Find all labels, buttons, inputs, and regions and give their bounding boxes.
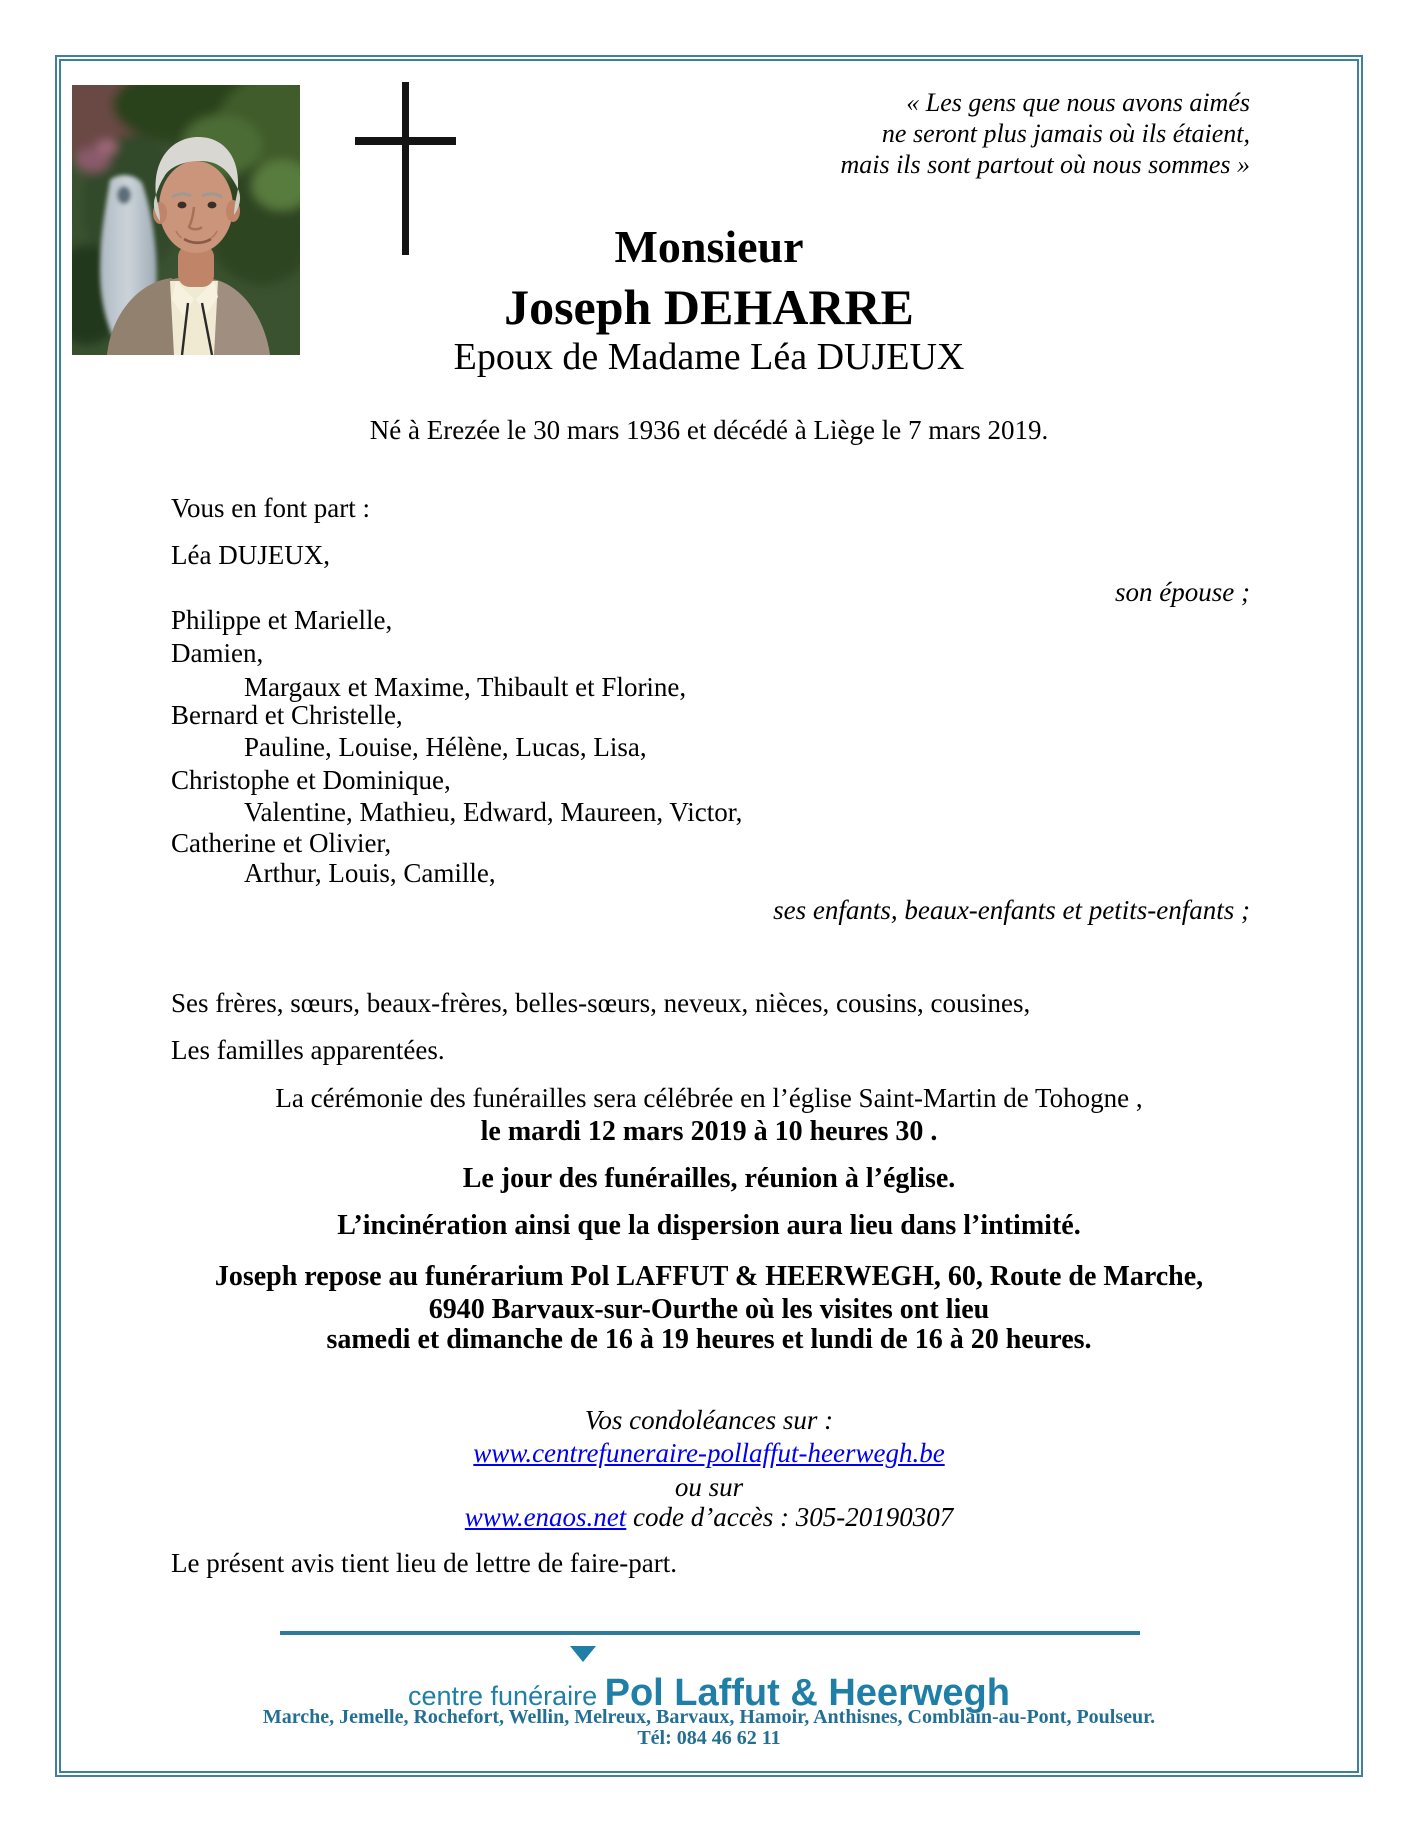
brand-prefix: centre funéraire — [408, 1681, 605, 1711]
enaos-link[interactable]: www.enaos.net — [464, 1502, 627, 1532]
brand-name: Pol Laffut & Heerwegh — [604, 1672, 1010, 1714]
spouse-name: Léa DUJEUX, — [171, 540, 330, 570]
quote-line-1: « Les gens que nous avons aimés — [906, 88, 1250, 117]
family-role: ses enfants, beaux-enfants et petits-enfants ; — [773, 895, 1250, 925]
family-member: Valentine, Mathieu, Edward, Maureen, Victor, — [244, 797, 743, 827]
condolences-label: Vos condoléances sur : — [584, 1405, 834, 1435]
quote-line-3: mais ils sont partout où nous sommes » — [840, 150, 1250, 179]
deceased-spouse-line: Epoux de Madame Léa DUJEUX — [453, 336, 965, 378]
relatives-line: Ses frères, sœurs, beaux-frères, belles-sœurs, neveux, nièces, cousins, cousines, — [171, 988, 1031, 1018]
announcement-intro: Vous en font part : — [171, 493, 370, 523]
family-member: Arthur, Louis, Camille, — [244, 858, 496, 888]
notice-line: Le présent avis tient lieu de lettre de faire-part. — [171, 1548, 678, 1578]
family-member: Philippe et Marielle, — [171, 605, 393, 635]
footer-locations: Marche, Jemelle, Rochefort, Wellin, Melreux, Barvaux, Hamoir, Anthisnes, Comblain-au-Pont, Poulseur. — [262, 1706, 1156, 1728]
funerarium-line-2: 6940 Barvaux-sur-Ourthe où les visites ont lieu — [428, 1294, 990, 1325]
memorial-quote — [61, 87, 1357, 180]
family-member: Bernard et Christelle, — [171, 700, 403, 730]
page-border-inner — [59, 59, 1359, 1773]
family-member: Margaux et Maxime, Thibault et Florine, — [244, 672, 687, 702]
or-label: ou sur — [674, 1472, 744, 1502]
spouse-role: son épouse ; — [1115, 577, 1250, 607]
family-member: Catherine et Olivier, — [171, 828, 392, 858]
footer-phone: Tél: 084 46 62 11 — [637, 1727, 781, 1749]
funerarium-line-1: Joseph repose au funérarium Pol LAFFUT & HEERWEGH, 60, Route de Marche, — [214, 1261, 1204, 1292]
deceased-salutation: Monsieur — [614, 221, 804, 272]
families-line: Les familles apparentées. — [171, 1035, 445, 1065]
ceremony-line: La cérémonie des funérailles sera célébrée en l’église Saint-Martin de Tohogne , — [275, 1083, 1143, 1113]
brand-triangle-icon — [570, 1646, 596, 1662]
life-dates: Né à Erezée le 30 mars 1936 et décédé à Liège le 7 mars 2019. — [369, 415, 1049, 445]
ceremony-date: le mardi 12 mars 2019 à 10 heures 30 . — [480, 1116, 938, 1147]
footer-divider — [280, 1631, 1140, 1635]
ceremony-reunion: Le jour des funérailles, réunion à l’église. — [462, 1163, 956, 1194]
page-border-outer — [55, 55, 1363, 1777]
family-member: Christophe et Dominique, — [171, 765, 451, 795]
access-code: code d’accès : 305-20190307 — [626, 1502, 954, 1532]
condolences-link[interactable]: www.centrefuneraire-pollaffut-heerwegh.be — [473, 1438, 945, 1468]
family-member: Pauline, Louise, Hélène, Lucas, Lisa, — [244, 732, 647, 762]
deceased-name: Joseph DEHARRE — [504, 279, 914, 335]
funerarium-line-3: samedi et dimanche de 16 à 19 heures et lundi de 16 à 20 heures. — [326, 1324, 1092, 1355]
condolences-link-row — [61, 1437, 1357, 1469]
enaos-row — [61, 1501, 1357, 1533]
quote-line-2: ne seront plus jamais où ils étaient, — [881, 119, 1250, 148]
family-member: Damien, — [171, 638, 264, 668]
cremation-line: L’incinération ainsi que la dispersion aura lieu dans l’intimité. — [337, 1210, 1081, 1241]
